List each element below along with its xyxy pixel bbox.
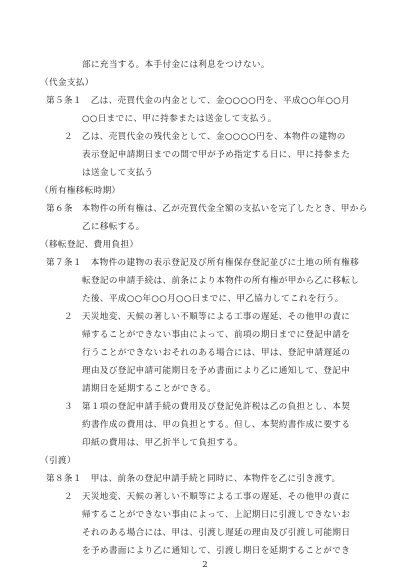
page-number: 2: [202, 560, 208, 570]
text-line: を予め書面により乙に通知して、引渡し期日を延期することができ: [82, 546, 351, 556]
text-line: 第７条１ 本物件の建物の表示登記及び所有権保存登記並びに土地の所有権移: [46, 258, 360, 268]
text-line: 行うことができないおそれのある場合には、甲は、登記申請遅延の: [82, 348, 351, 358]
text-line: 乙に移転する。: [82, 222, 145, 232]
text-line: 表示登記申請期日までの間で甲が予め指定する日に、甲に持参また: [82, 150, 351, 160]
text-line: ２ 天災地変、天候の著しい不順等による工事の遅延、その他甲の責に: [64, 312, 351, 322]
text-line: 印紙の費用は、甲乙折半して負担する。: [82, 438, 243, 448]
text-line: 第６条 本物件の所有権は、乙が売買代金全額の支払いを完了したとき、甲から: [46, 204, 368, 214]
text-line: 約書作成の費用は、甲の負担とする。但し、本契約書作成に要する: [82, 420, 351, 430]
text-line: 第５条１ 乙は、売買代金の内金として、金○○○○円を、平成○○年○○月: [46, 96, 351, 106]
text-line: ○○日までに、甲に持参または送金して支払う。: [82, 114, 277, 124]
text-line: 請期日を延期することができる。: [82, 384, 217, 394]
section-heading: （所有権移転時期）: [40, 186, 121, 196]
text-line: 帰することができない事由によって、前項の期日までに登記申請を: [82, 330, 351, 340]
section-heading: （代金支払）: [40, 78, 94, 88]
text-line: た後、平成○○年○○月○○日までに、甲乙協力してこれを行う。: [82, 294, 344, 304]
section-heading: （移転登記、費用負担）: [40, 240, 139, 250]
text-line: は送金して支払う: [82, 168, 154, 178]
text-line: 帰することができない事由によって、上記期日に引渡しできないお: [82, 510, 351, 520]
text-line: ２ 乙は、売買代金の残代金として、金○○○○円を、本物件の建物の: [64, 132, 346, 142]
text-line: 転登記の申請手続は、前条により本物件の所有権が甲から乙に移転し: [82, 276, 360, 286]
text-line: ３ 第１項の登記申請手続の費用及び登記免許税は乙の負担とし、本契: [64, 402, 351, 412]
text-line: ２ 天災地変、天候の著しい不順等による工事の遅延、その他甲の責に: [64, 492, 351, 502]
section-heading: （引渡）: [40, 456, 76, 466]
text-line: それのある場合には、甲は、引渡し遅延の理由及び引渡し可能期日: [82, 528, 351, 538]
text-line: 第８条１ 甲は、前条の登記申請手続と同時に、本物件を乙に引き渡す。: [46, 474, 341, 484]
text-line: 部に充当する。本手付金には利息をつけない。: [82, 60, 270, 70]
text-line: 理由及び登記申請可能期日を予め書面により乙に通知して、登記申: [82, 366, 351, 376]
